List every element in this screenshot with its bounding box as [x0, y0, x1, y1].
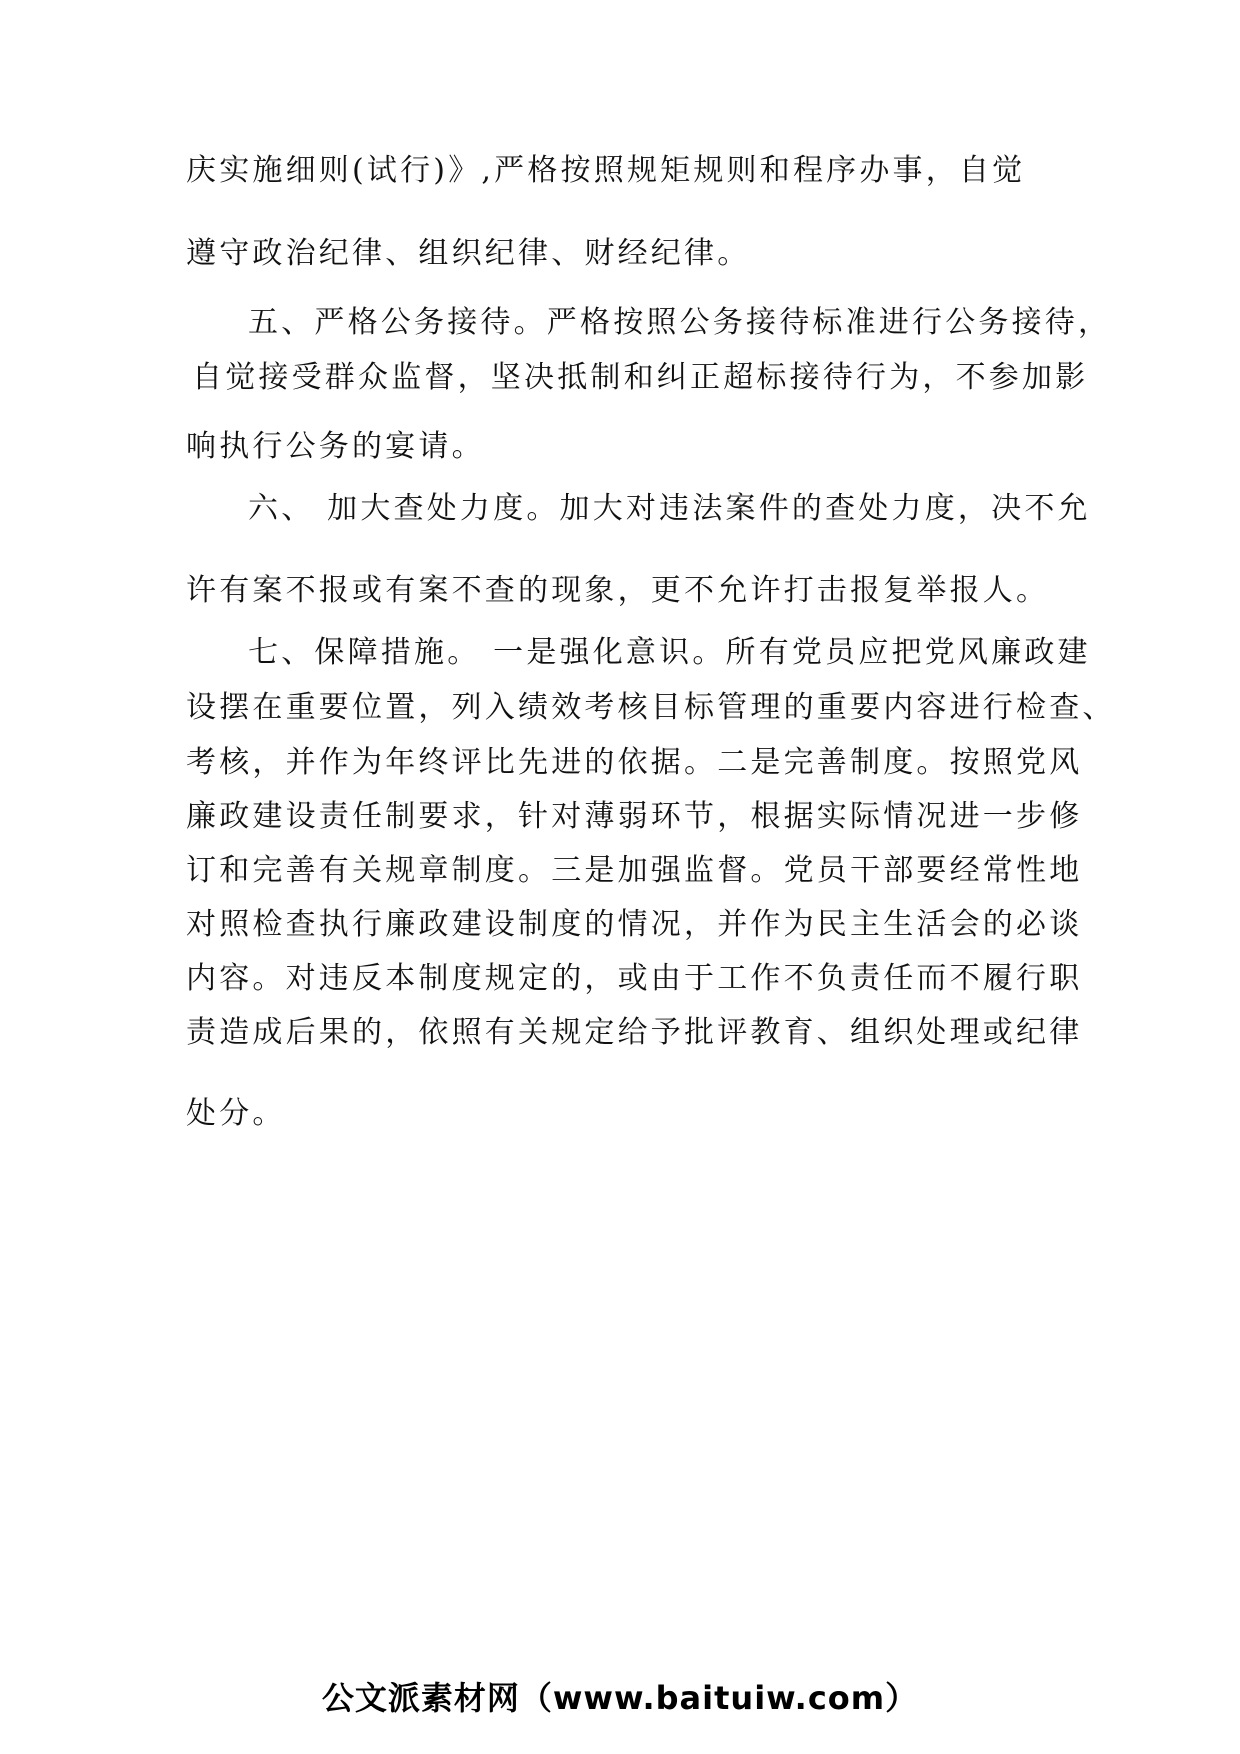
- footer-watermark-text: 公文派素材网（www.baituiw.com）: [321, 1679, 919, 1717]
- text-line: 设摆在重要位置，列入绩效考核目标管理的重要内容进行检查、: [186, 690, 1116, 725]
- text-line: 内容。对违反本制度规定的，或由于工作不负责任而不履行职: [186, 961, 1083, 996]
- text-line: 廉政建设责任制要求，针对薄弱环节，根据实际情况进一步修: [186, 799, 1083, 834]
- text-line: 许有案不报或有案不查的现象，更不允许打击报复举报人。: [186, 573, 1050, 608]
- text-line: 处分。: [186, 1096, 286, 1131]
- text-line: 遵守政治纪律、组织纪律、财经纪律。: [186, 236, 751, 271]
- text-line: 响执行公务的宴请。: [186, 429, 485, 464]
- text-line: 对照检查执行廉政建设制度的情况，并作为民主生活会的必谈: [186, 907, 1083, 942]
- paragraph-heading-line: 五、严格公务接待。严格按照公务接待标准进行公务接待，: [248, 305, 1112, 340]
- paragraph-heading-line: 七、保障措施。 一是强化意识。所有党员应把党风廉政建: [248, 635, 1091, 670]
- text-line: 考核，并作为年终评比先进的依据。二是完善制度。按照党风: [186, 745, 1083, 780]
- paragraph-heading-line: 六、 加大查处力度。加大对违法案件的查处力度，决不允: [248, 491, 1091, 526]
- text-line: 自觉接受群众监督，坚决抵制和纠正超标接待行为，不参加影: [192, 360, 1089, 395]
- text-line: 庆实施细则(试行)》,严格按照规矩规则和程序办事，自觉: [186, 153, 1026, 188]
- text-line: 责造成后果的，依照有关规定给予批评教育、组织处理或纪律: [186, 1015, 1083, 1050]
- text-line: 订和完善有关规章制度。三是加强监督。党员干部要经常性地: [186, 853, 1083, 888]
